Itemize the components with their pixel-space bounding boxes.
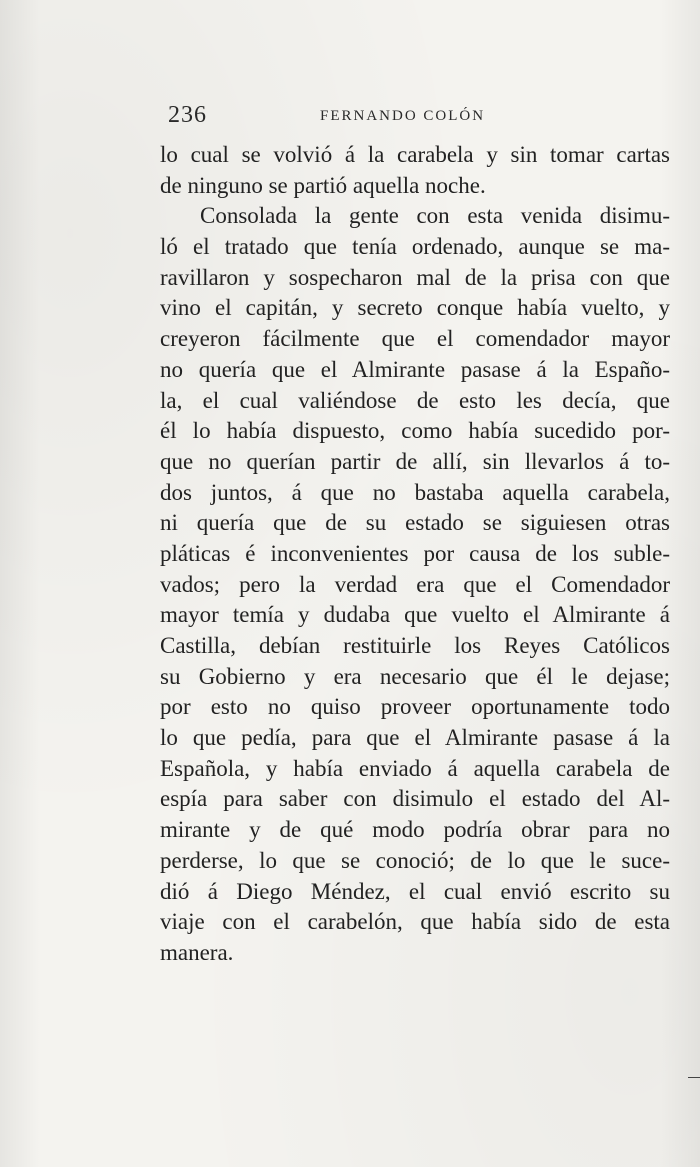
text-line: mirante y de qué modo podría obrar para no: [160, 817, 670, 843]
text-line: que no querían partir de allí, sin llevarlos á to-: [160, 448, 670, 474]
text-line: espía para saber con disimulo el estado del Al-: [160, 786, 670, 812]
text-line: su Gobierno y era necesario que él le dejase;: [160, 663, 670, 689]
text-line: de ninguno se partió aquella noche.: [160, 172, 486, 198]
text-line: Castilla, debían restituirle los Reyes Católicos: [160, 633, 670, 658]
text-line: viaje con el carabelón, que había sido de esta: [160, 909, 670, 935]
margin-mark: [688, 1077, 700, 1078]
text-line: la, el cual valiéndose de esto les decía, que: [160, 387, 670, 413]
text-line: mayor temía y dudaba que vuelto el Almirante á: [160, 602, 670, 628]
body-text: [160, 140, 670, 969]
text-line: dió á Diego Méndez, el cual envió escrito su: [160, 878, 670, 904]
text-line: ló el tratado que tenía ordenado, aunque se ma-: [160, 234, 670, 260]
text-line: por esto no quiso proveer oportunamente todo: [160, 694, 670, 720]
text-line: él lo había dispuesto, como había sucedido por-: [160, 418, 670, 444]
page-number: 236: [168, 102, 207, 128]
text-line: Consolada la gente con esta venida disimu-: [200, 203, 670, 229]
text-line: creyeron fácilmente que el comendador mayor: [160, 326, 670, 352]
text-line: vados; pero la verdad era que el Comendador: [160, 571, 670, 597]
text-line: perderse, lo que se conoció; de lo que le suce-: [160, 847, 670, 873]
text-line: lo que pedía, para que el Almirante pasase á la: [160, 725, 670, 751]
text-line: pláticas é inconvenientes por causa de los suble-: [160, 540, 670, 566]
text-line: ni quería que de su estado se siguiesen otras: [160, 510, 670, 536]
text-line: Española, y había enviado á aquella carabela de: [160, 755, 670, 781]
text-line: lo cual se volvió á la carabela y sin tomar cartas: [160, 142, 670, 167]
text-line: dos juntos, á que no bastaba aquella carabela,: [160, 479, 670, 505]
text-line: ravillaron y sospecharon mal de la prisa con que: [160, 264, 670, 290]
text-line: manera.: [160, 939, 234, 965]
text-line: no quería que el Almirante pasase á la Españo-: [160, 356, 670, 382]
running-head: FERNANDO COLÓN: [320, 108, 486, 124]
page-header: [160, 100, 670, 130]
text-line: vino el capitán, y secreto conque había vuelto, y: [160, 295, 670, 321]
